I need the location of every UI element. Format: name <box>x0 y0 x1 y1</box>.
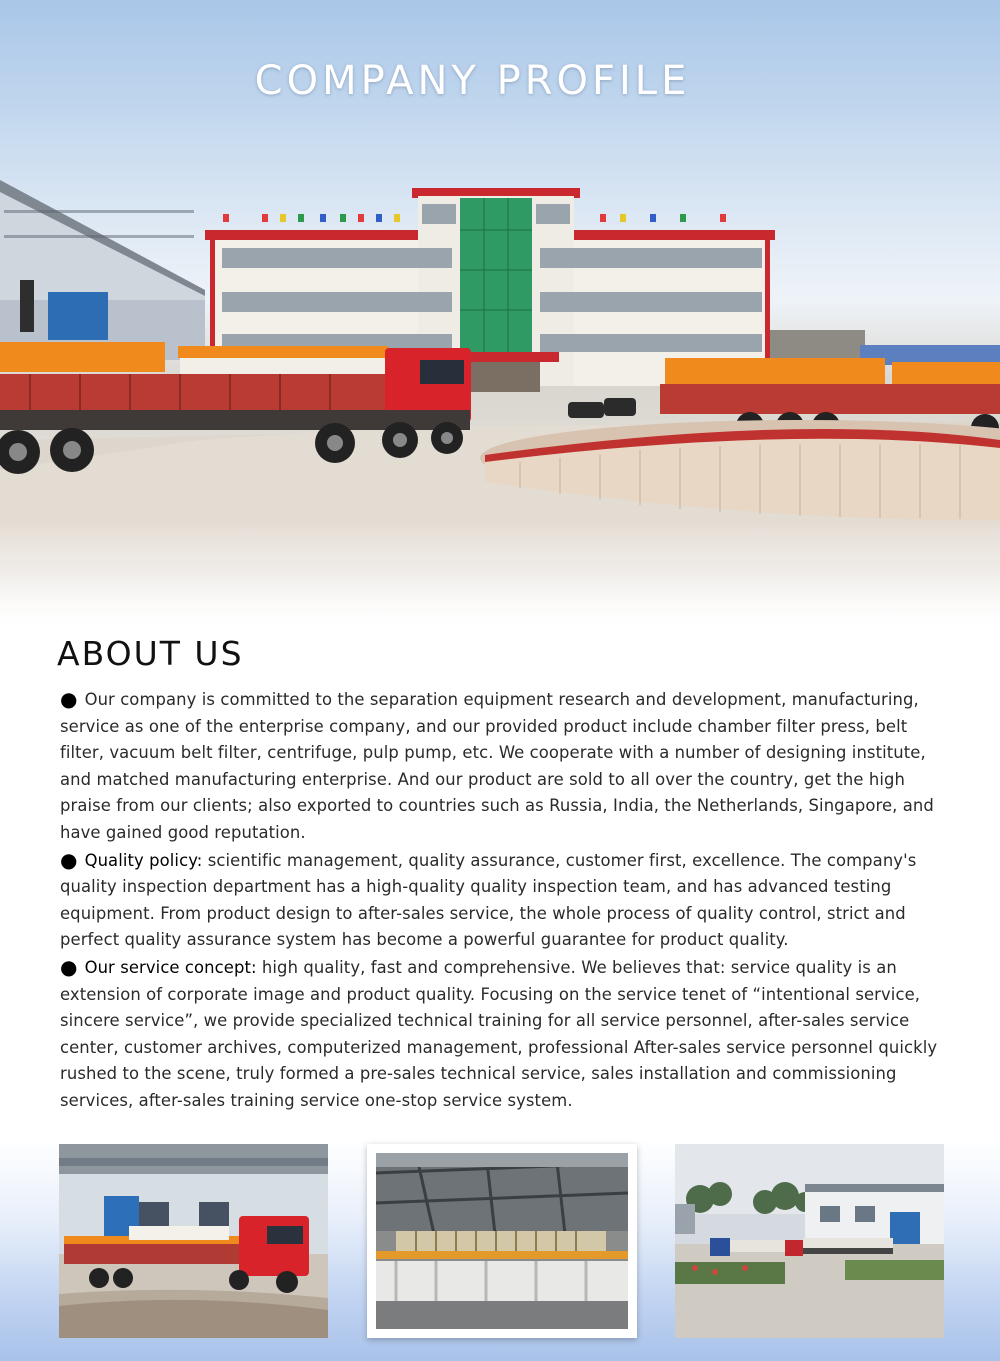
bullet-icon: ● <box>60 954 78 979</box>
intro-text: Our company is committed to the separation equipment research and development, manufacturing, service as one of the enterprise company, and our provided product include chamber filter press, belt filter, vacuum belt filter, centrifuge, pulp pump, etc. We cooperate with a number of designing institute, and matched manufacturing enterprise. And our product are sold to all over the country, get the high praise from our clients; also exported to countries such as Russia, India, the Netherlands, Singapore, and have gained good reputation. <box>60 690 934 842</box>
service-concept-lead: Our service concept: <box>84 957 257 977</box>
hero-banner <box>0 0 1000 625</box>
service-concept-text: high quality, fast and comprehensive. We believes that: service quality is an extension of corporate image and product quality. Focusing on the service tenet of “intentional service, sincere service”, we provide specialized technical training for all service personnel, after-sales service center, customer archives, computerized management, professional After-sales service personnel quickly rushed to the scene, truly formed a pre-sales technical service, sales installation and commissioning services, after-sales training service one-stop service system. <box>60 957 938 1110</box>
filter-press-photo <box>367 1144 637 1338</box>
about-paragraph-intro <box>60 686 945 847</box>
about-paragraph-quality <box>60 847 945 954</box>
truck-loading-photo <box>59 1144 328 1338</box>
factory-yard-photo <box>675 1144 944 1338</box>
page-title: COMPANY PROFILE <box>254 58 691 104</box>
about-text <box>60 686 945 1115</box>
quality-policy-text: scientific management, quality assurance, customer first, excellence. The company's quality inspection department has a high-quality quality inspection team, and has advanced testing equipment. From product design to after-sales service, the whole process of quality control, strict and perfect quality assurance system has become a powerful guarantee for product quality. <box>60 850 917 950</box>
bullet-icon: ● <box>60 847 78 872</box>
about-heading: ABOUT US <box>57 634 244 673</box>
quality-policy-lead: Quality policy: <box>84 850 203 870</box>
about-paragraph-service <box>60 954 945 1115</box>
bullet-icon: ● <box>60 687 78 711</box>
hero-fade <box>0 520 1000 625</box>
